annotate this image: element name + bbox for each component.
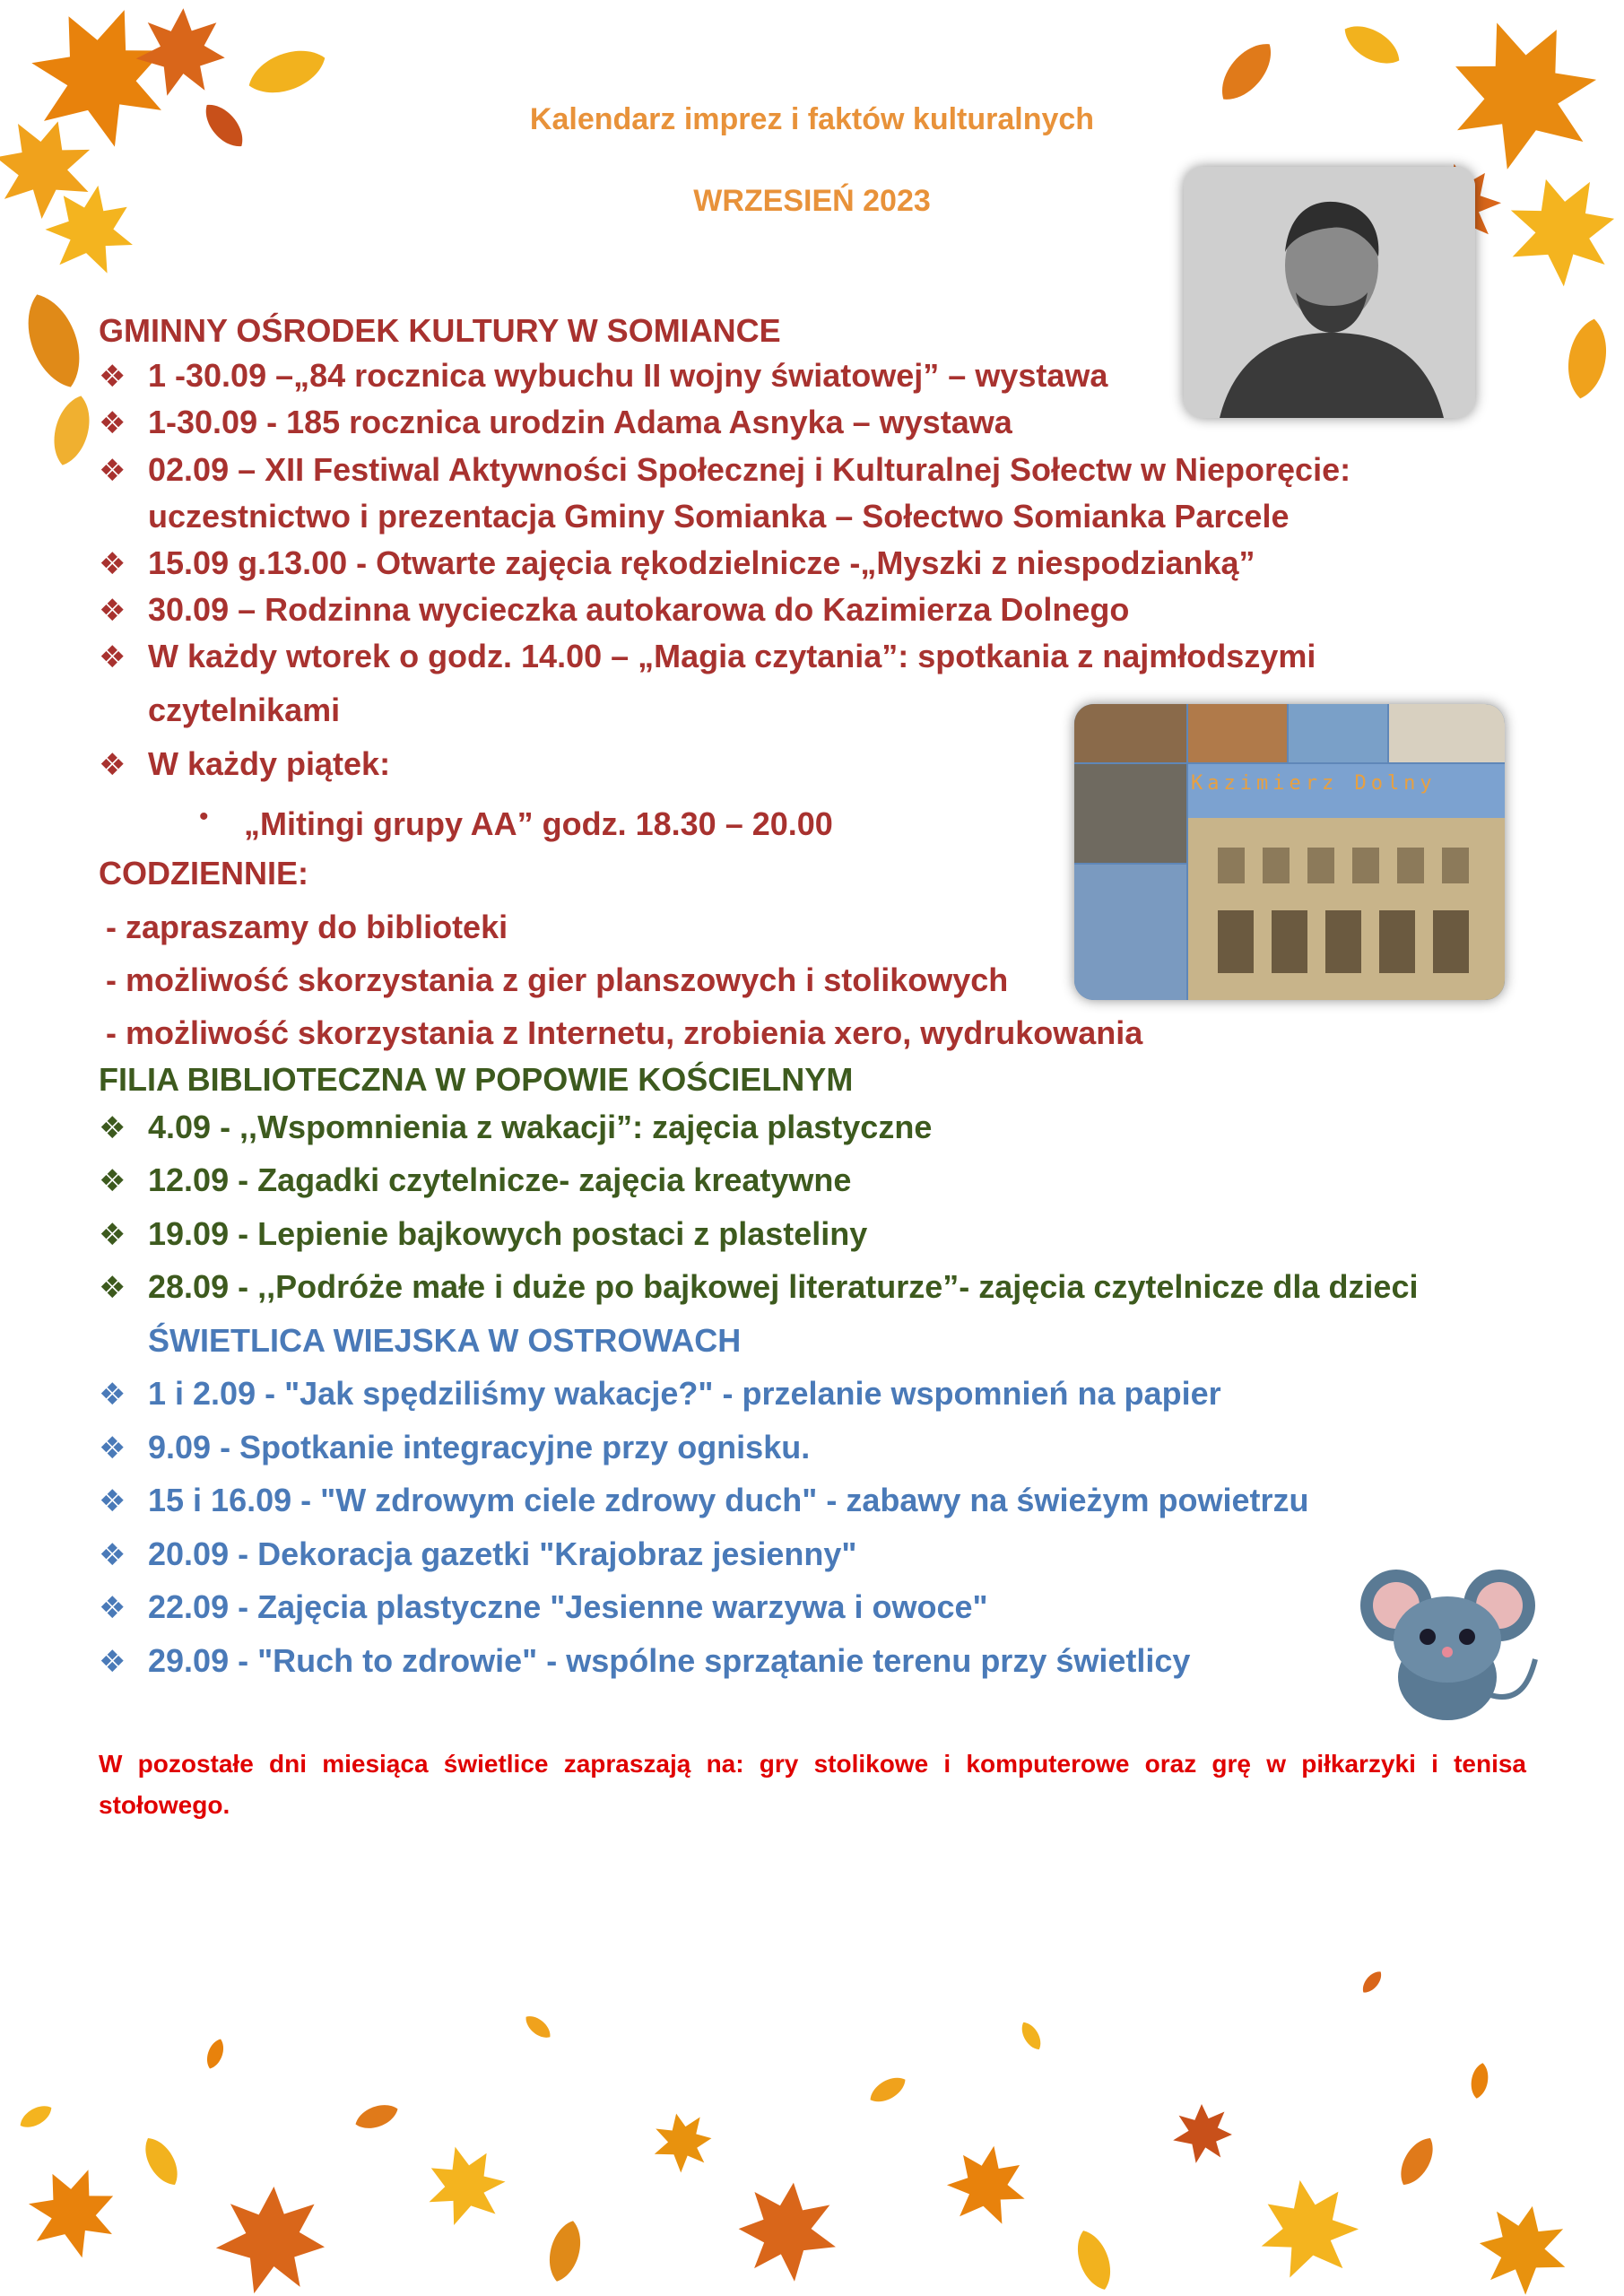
filia-item-1: 4.09 - ,,Wspomnienia z wakacji”: zajęcia plastyczne — [148, 1109, 933, 1145]
bullet-icon: ❖ — [99, 748, 126, 782]
swietlica-item-3: 15 i 16.09 - "W zdrowym ciele zdrowy duch" - zabawy na świeżym powietrzu — [148, 1482, 1309, 1518]
gok-item-4: 15.09 g.13.00 - Otwarte zajęcia rękodzielnicze -„Myszki z niespodzianką” — [148, 544, 1255, 581]
bullet-icon: ❖ — [99, 594, 126, 628]
gok-sub-item: „Mitingi grupy AA” godz. 18.30 – 20.00 — [244, 805, 833, 842]
dot-bullet-icon: • — [199, 802, 209, 831]
filia-item-3: 19.09 - Lepienie bajkowych postaci z plasteliny — [148, 1215, 868, 1252]
bullet-icon: ❖ — [99, 640, 126, 674]
gok-item-6: W każdy wtorek o godz. 14.00 – „Magia czytania”: spotkania z najmłodszymi — [148, 638, 1316, 674]
bullet-icon: ❖ — [99, 1164, 126, 1198]
swietlica-item-5: 22.09 - Zajęcia plastyczne "Jesienne warzywa i owoce" — [148, 1588, 988, 1625]
swietlica-item-4: 20.09 - Dekoracja gazetki "Krajobraz jesienny" — [148, 1535, 857, 1572]
filia-item-4: 28.09 - ,,Podróże małe i duże po bajkowej literaturze”- zajęcia czytelnicze dla dzieci — [148, 1268, 1419, 1305]
mouse-illustration — [1356, 1561, 1544, 1722]
bullet-icon: ❖ — [99, 1111, 126, 1145]
bullet-icon: ❖ — [99, 1218, 126, 1252]
swietlica-item-2: 9.09 - Spotkanie integracyjne przy ognisku. — [148, 1429, 811, 1465]
gok-item-6-cont: czytelnikami — [148, 691, 341, 728]
bullet-icon: ❖ — [99, 547, 126, 581]
page-title: Kalendarz imprez i faktów kulturalnych — [529, 102, 1095, 136]
bullet-icon: ❖ — [99, 454, 126, 488]
daily-item-1: - zapraszamy do biblioteki — [106, 909, 508, 945]
daily-item-2: - możliwość skorzystania z gier planszowych i stolikowych — [106, 961, 1009, 998]
autumn-leaves-bottom — [0, 1892, 1624, 2296]
gok-item-5: 30.09 – Rodzinna wycieczka autokarowa do Kazimierza Dolnego — [148, 591, 1130, 628]
bullet-icon: ❖ — [99, 1484, 126, 1518]
bullet-icon: ❖ — [99, 1538, 126, 1572]
bullet-icon: ❖ — [99, 360, 126, 394]
daily-heading: CODZIENNIE: — [99, 855, 308, 891]
gok-item-7: W każdy piątek: — [148, 745, 391, 782]
bullet-icon: ❖ — [99, 1431, 126, 1465]
bullet-icon: ❖ — [99, 1591, 126, 1625]
gok-item-3: 02.09 – XII Festiwal Aktywności Społecznej i Kulturalnej Sołectw w Nieporęcie: — [148, 451, 1351, 488]
footer-note: W pozostałe dni miesiąca świetlice zapraszają na: gry stolikowe i komputerowe oraz grę w piłkarzyki i tenisa stołowego. — [99, 1750, 1526, 1819]
month-title: WRZESIEŃ 2023 — [693, 184, 931, 218]
filia-item-2: 12.09 - Zagadki czytelnicze- zajęcia kreatywne — [148, 1161, 852, 1198]
daily-item-3: - możliwość skorzystania z Internetu, zrobienia xero, wydrukowania — [106, 1014, 1143, 1051]
postcard-caption: Kazimierz Dolny — [1191, 772, 1437, 795]
gok-item-3-cont: uczestnictwo i prezentacja Gminy Somianka – Sołectwo Somianka Parcele — [148, 498, 1290, 535]
bullet-icon: ❖ — [99, 1378, 126, 1412]
bullet-icon: ❖ — [99, 1271, 126, 1305]
bullet-icon: ❖ — [99, 406, 126, 440]
portrait-photo — [1184, 167, 1475, 418]
swietlica-item-1: 1 i 2.09 - "Jak spędziliśmy wakacje?" - przelanie wspomnień na papier — [148, 1375, 1221, 1412]
swietlica-heading: ŚWIETLICA WIEJSKA W OSTROWACH — [148, 1322, 742, 1359]
gok-item-2: 1-30.09 - 185 rocznica urodzin Adama Asnyka – wystawa — [148, 404, 1012, 440]
filia-heading: FILIA BIBLIOTECZNA W POPOWIE KOŚCIELNYM — [99, 1061, 854, 1098]
gok-heading: GMINNY OŚRODEK KULTURY W SOMIANCE — [99, 312, 781, 349]
gok-item-1: 1 -30.09 –„84 rocznica wybuchu II wojny światowej” – wystawa — [148, 357, 1108, 394]
kazimierz-dolny-postcard — [1074, 704, 1505, 1000]
swietlica-item-6: 29.09 - "Ruch to zdrowie" - wspólne sprzątanie terenu przy świetlicy — [148, 1642, 1191, 1679]
bullet-icon: ❖ — [99, 1645, 126, 1679]
